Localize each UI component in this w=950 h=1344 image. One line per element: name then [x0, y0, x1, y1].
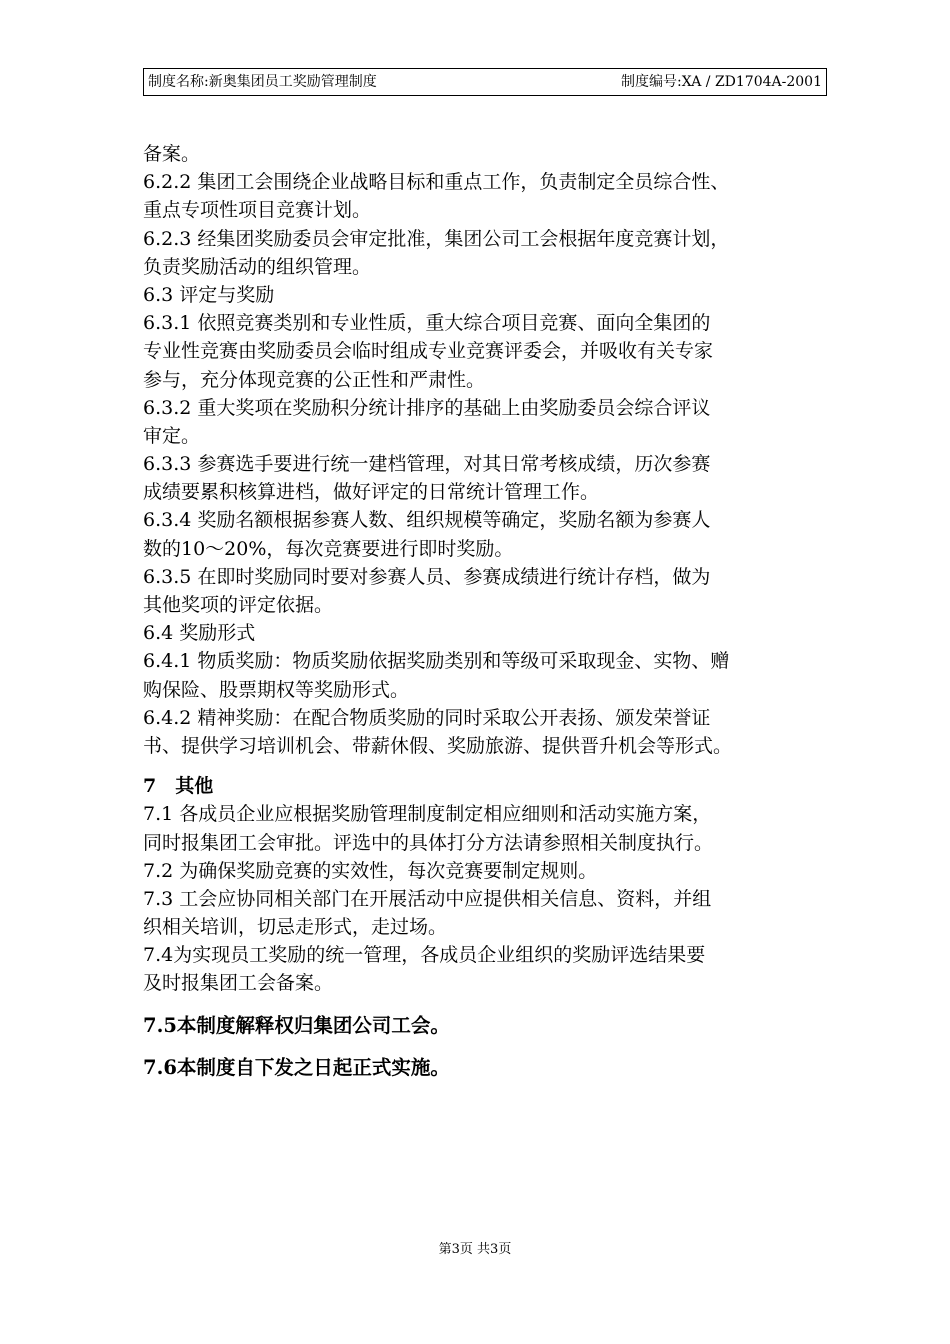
body-line: 6.3.4 奖励名额根据参赛人数、组织规模等确定，奖励名额为参赛人 — [143, 509, 711, 532]
header-title: 制度名称:新奥集团员工奖励管理制度 — [148, 74, 377, 90]
body-line: 专业性竞赛由奖励委员会临时组成专业竞赛评委会，并吸收有关专家 — [143, 340, 714, 363]
body-line: 6.3.2 重大奖项在奖励积分统计排序的基础上由奖励委员会综合评议 — [143, 396, 711, 419]
subsection-heading: 6.4 奖励形式 — [143, 622, 256, 645]
body-line: 6.2.2 集团工会围绕企业战略目标和重点工作，负责制定全员综合性、 — [143, 171, 730, 194]
body-line: 其他奖项的评定依据。 — [143, 594, 334, 616]
body-line: 书、提供学习培训机会、带薪休假、奖励旅游、提供晋升机会等形式。 — [143, 734, 733, 757]
body-line: 备案。 — [143, 143, 201, 165]
body-line: 负责奖励活动的组织管理。 — [143, 255, 372, 278]
body-line: 审定。 — [143, 424, 201, 447]
body-line: 织相关培训，切忌走形式，走过场。 — [143, 916, 448, 939]
interpretation-clause: 7.5本制度解释权归集团公司工会。 — [143, 1013, 450, 1037]
body-line: 7.1 各成员企业应根据奖励管理制度制定相应细则和活动实施方案， — [143, 803, 712, 826]
section-7-title: 7 其他 — [143, 775, 214, 798]
body-line: 7.2 为确保奖励竞赛的实效性，每次竞赛要制定规则。 — [143, 859, 598, 882]
body-line: 6.3.1 依照竞赛类别和专业性质，重大综合项目竞赛、面向全集团的 — [143, 312, 711, 335]
body-line: 7.4为实现员工奖励的统一管理，各成员企业组织的奖励评选结果要 — [143, 944, 706, 967]
effective-clause: 7.6本制度自下发之日起正式实施。 — [143, 1055, 450, 1079]
body-line: 购保险、股票期权等奖励形式。 — [143, 678, 410, 701]
document-body — [143, 140, 833, 1082]
body-line: 及时报集团工会备案。 — [143, 972, 334, 995]
body-line: 数的10～20%，每次竞赛要进行即时奖励。 — [143, 537, 514, 560]
body-line: 6.4.2 精神奖励：在配合物质奖励的同时采取公开表扬、颁发荣誉证 — [143, 706, 711, 729]
body-line: 6.2.3 经集团奖励委员会审定批准，集团公司工会根据年度竞赛计划， — [143, 227, 730, 250]
body-line: 6.3.5 在即时奖励同时要对参赛人员、参赛成绩进行统计存档，做为 — [143, 565, 711, 588]
subsection-heading: 6.3 评定与奖励 — [143, 283, 275, 306]
body-line: 成绩要累积核算进档，做好评定的日常统计管理工作。 — [143, 481, 600, 504]
page-footer: 第3页 共3页 — [438, 1242, 512, 1257]
body-line: 6.3.3 参赛选手要进行统一建档管理，对其日常考核成绩，历次参赛 — [143, 453, 711, 476]
body-line: 7.3 工会应协同相关部门在开展活动中应提供相关信息、资料，并组 — [143, 887, 712, 910]
body-line: 重点专项性项目竞赛计划。 — [143, 199, 372, 222]
document-header — [143, 68, 827, 96]
body-line: 同时报集团工会审批。评选中的具体打分方法请参照相关制度执行。 — [143, 831, 714, 854]
body-line: 6.4.1 物质奖励：物质奖励依据奖励类别和等级可采取现金、实物、赠 — [143, 650, 730, 673]
header-code: 制度编号:XA / ZD1704A-2001 — [621, 74, 822, 90]
body-line: 参与，充分体现竞赛的公正性和严肃性。 — [143, 368, 486, 391]
